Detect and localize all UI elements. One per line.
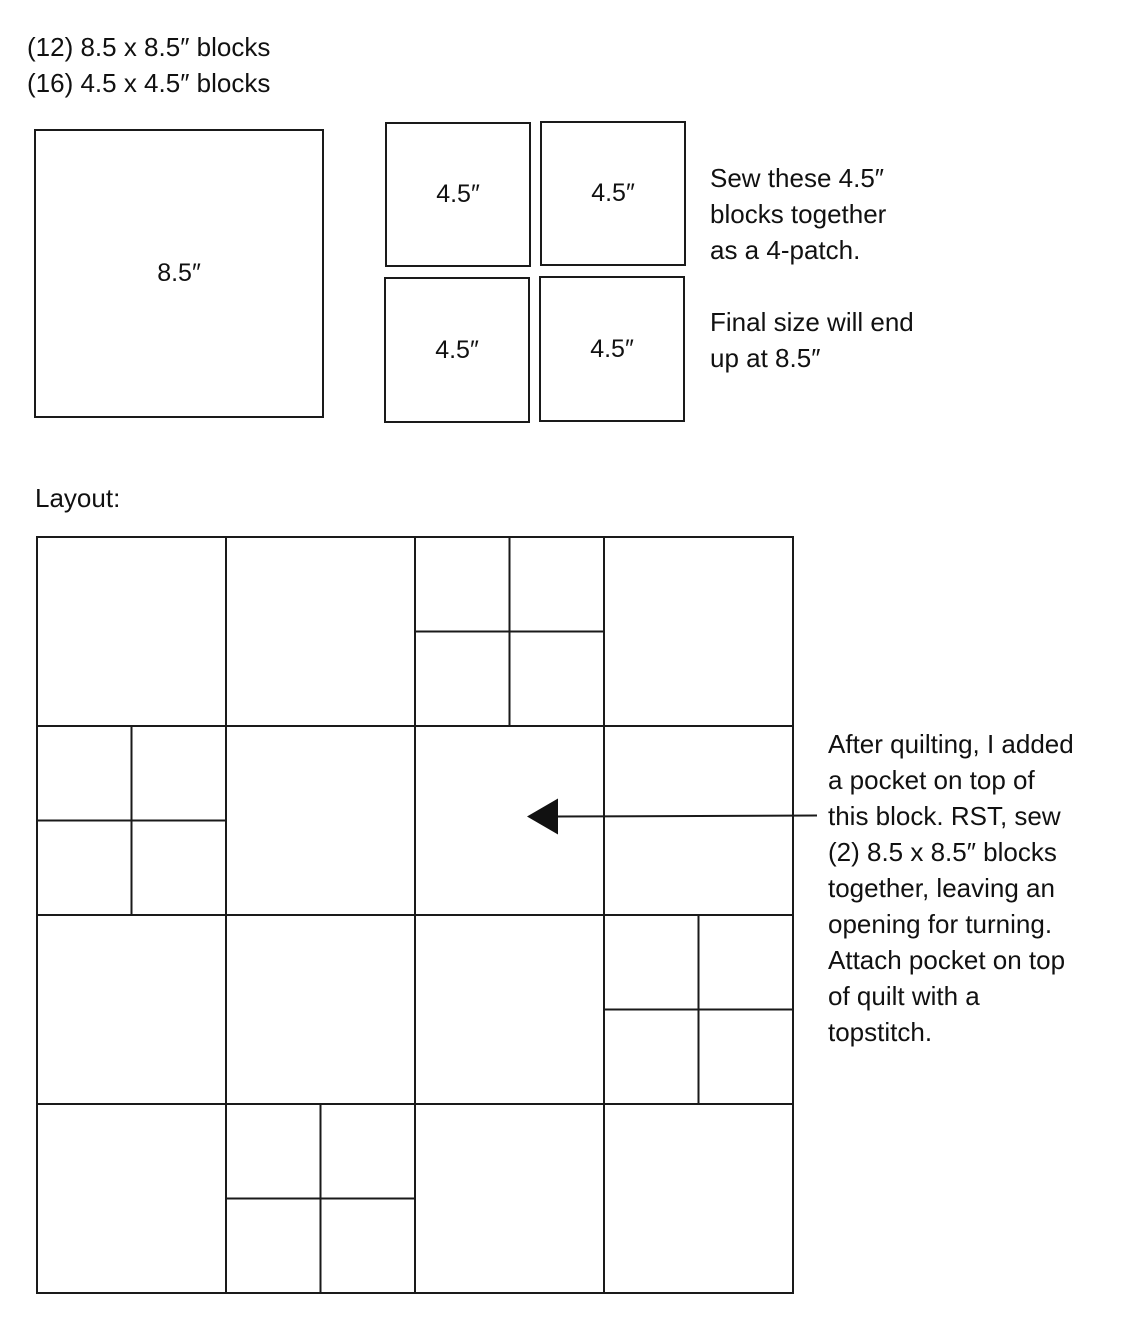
four-patch-square bbox=[415, 632, 510, 727]
pocket-note-line: of quilt with a bbox=[828, 981, 980, 1011]
big-block-label: 8.5″ bbox=[157, 259, 201, 287]
four-patch-square bbox=[604, 915, 699, 1010]
layout-block bbox=[604, 1104, 793, 1293]
four-patch-square bbox=[699, 1010, 794, 1105]
four-patch-square bbox=[226, 1104, 321, 1199]
four-patch-square bbox=[510, 632, 605, 727]
layout-block bbox=[226, 915, 415, 1104]
four-patch-square bbox=[510, 537, 605, 632]
layout-block bbox=[415, 1104, 604, 1293]
layout-block bbox=[226, 726, 415, 915]
final-size-line-1: Final size will end bbox=[710, 307, 914, 337]
pocket-note-line: opening for turning. bbox=[828, 909, 1053, 939]
layout-title: Layout: bbox=[35, 483, 121, 513]
layout-block bbox=[37, 915, 226, 1104]
instruction-line-2: blocks together bbox=[710, 199, 887, 229]
pocket-note-line: a pocket on top of bbox=[828, 765, 1035, 795]
small-block-label: 4.5″ bbox=[436, 180, 480, 208]
header-line-large-blocks: (12) 8.5 x 8.5″ blocks bbox=[27, 32, 271, 62]
four-patch-square bbox=[37, 726, 132, 821]
pocket-note-line: (2) 8.5 x 8.5″ blocks bbox=[828, 837, 1057, 867]
four-patch-square bbox=[132, 821, 227, 916]
four-patch-square bbox=[37, 821, 132, 916]
header-line-small-blocks: (16) 4.5 x 4.5″ blocks bbox=[27, 68, 271, 98]
small-block-label: 4.5″ bbox=[591, 179, 635, 207]
small-block-label: 4.5″ bbox=[590, 334, 634, 363]
four-patch-square bbox=[226, 1199, 321, 1294]
pocket-note-line: Attach pocket on top bbox=[828, 945, 1066, 975]
four-patch-square bbox=[321, 1199, 416, 1294]
pocket-arrow-line bbox=[556, 816, 817, 817]
layout-block bbox=[604, 726, 793, 915]
layout-block bbox=[37, 537, 226, 726]
instruction-line-1: Sew these 4.5″ bbox=[710, 163, 884, 193]
four-patch-square bbox=[604, 1010, 699, 1105]
final-size-line-2: up at 8.5″ bbox=[710, 343, 821, 373]
pocket-note-line: together, leaving an bbox=[828, 873, 1055, 903]
pocket-block bbox=[415, 726, 604, 915]
pocket-arrow-head bbox=[527, 799, 558, 835]
four-patch-square bbox=[132, 726, 227, 821]
four-patch-square bbox=[321, 1104, 416, 1199]
small-block-label: 4.5″ bbox=[435, 335, 479, 364]
layout-block bbox=[226, 537, 415, 726]
pocket-note-line: this block. RST, sew bbox=[828, 801, 1061, 831]
instruction-line-3: as a 4-patch. bbox=[710, 235, 861, 265]
four-patch-square bbox=[415, 537, 510, 632]
pocket-note-line: topstitch. bbox=[828, 1017, 933, 1047]
layout-block bbox=[415, 915, 604, 1104]
pocket-note-line: After quilting, I added bbox=[828, 729, 1074, 759]
layout-block bbox=[604, 537, 793, 726]
layout-block bbox=[37, 1104, 226, 1293]
four-patch-square bbox=[699, 915, 794, 1010]
